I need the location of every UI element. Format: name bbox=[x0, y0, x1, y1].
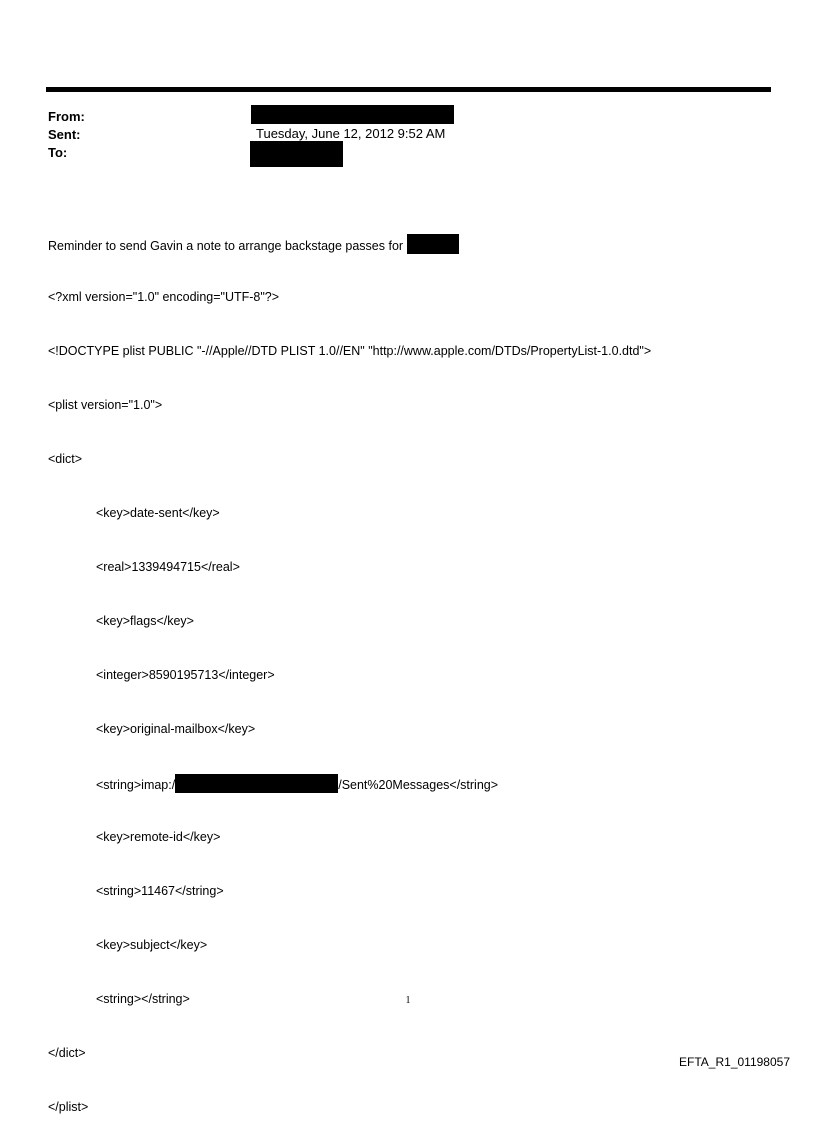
from-label: From: bbox=[48, 109, 85, 124]
dict-line: <string></string> bbox=[96, 992, 190, 1006]
intro-text: Reminder to send Gavin a note to arrange backstage passes for bbox=[48, 239, 407, 253]
intro-redaction bbox=[407, 234, 459, 254]
from-redaction bbox=[251, 105, 454, 124]
sent-label: Sent: bbox=[48, 127, 81, 142]
body-line: <!DOCTYPE plist PUBLIC "-//Apple//DTD PLIST 1.0//EN" "http://www.apple.com/DTDs/PropertyList-1.0.dtd"> bbox=[48, 344, 652, 358]
dict-line: <key>date-sent</key> bbox=[96, 506, 220, 520]
to-redaction bbox=[250, 141, 343, 167]
closing-line: </dict> bbox=[48, 1046, 86, 1060]
header-rule bbox=[46, 87, 771, 92]
dict-line: <key>remote-id</key> bbox=[96, 830, 221, 844]
message-body bbox=[48, 198, 651, 1134]
page-number: 1 bbox=[405, 995, 411, 1006]
dict-line: <string>11467</string> bbox=[96, 884, 224, 898]
imap-redaction bbox=[175, 774, 338, 793]
imap-prefix: <string>imap:/ bbox=[96, 778, 176, 792]
dict-line: <key>subject</key> bbox=[96, 938, 208, 952]
dict-line: <key>flags</key> bbox=[96, 614, 194, 628]
dict-line: <real>1339494715</real> bbox=[96, 560, 240, 574]
sent-value: Tuesday, June 12, 2012 9:52 AM bbox=[256, 126, 446, 141]
body-line: <?xml version="1.0" encoding="UTF-8"?> bbox=[48, 290, 280, 304]
dict-line: <integer>8590195713</integer> bbox=[96, 668, 275, 682]
intro-line bbox=[48, 234, 651, 252]
imap-line bbox=[48, 774, 651, 792]
body-line: <plist version="1.0"> bbox=[48, 398, 163, 412]
to-label: To: bbox=[48, 145, 68, 160]
dict-line: <key>original-mailbox</key> bbox=[96, 722, 256, 736]
document-id: EFTA_R1_01198057 bbox=[679, 1055, 790, 1069]
imap-suffix: /Sent%20Messages</string> bbox=[338, 778, 499, 792]
closing-line: </plist> bbox=[48, 1100, 89, 1114]
body-line: <dict> bbox=[48, 452, 83, 466]
